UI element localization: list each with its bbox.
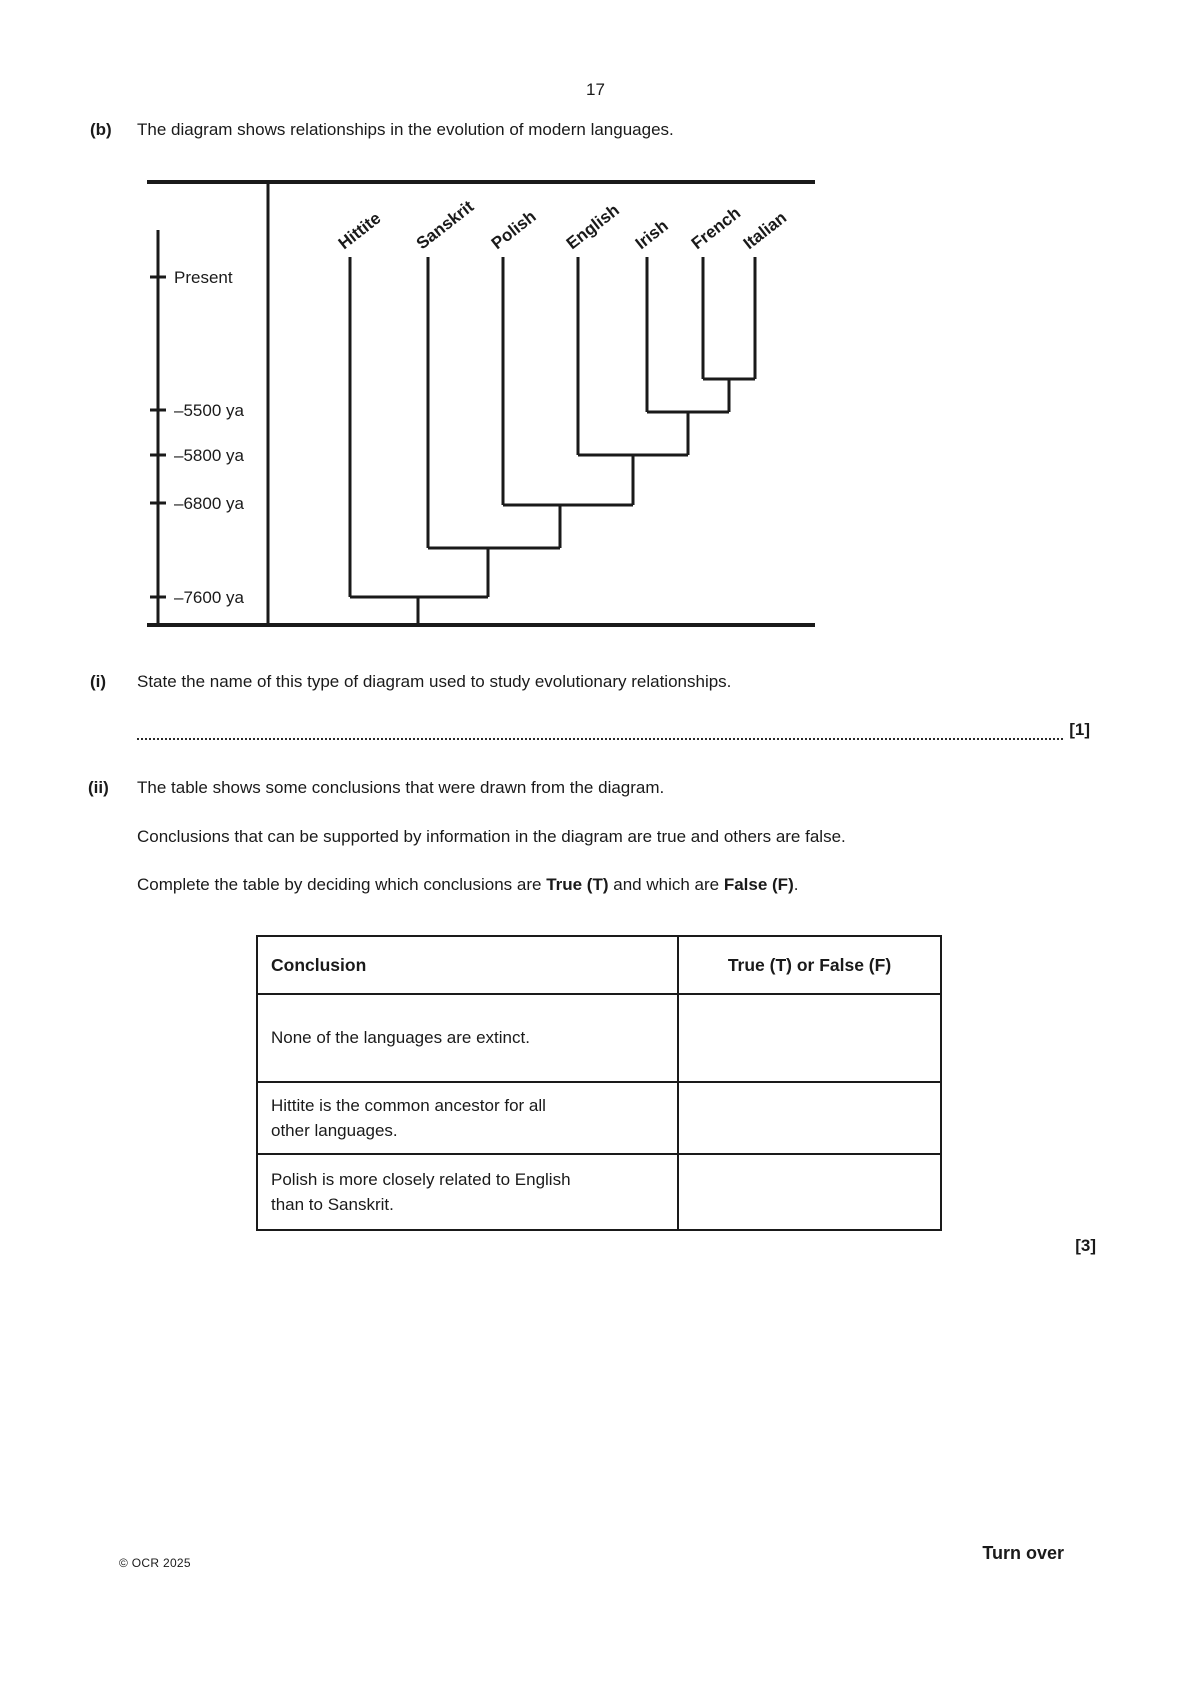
header-true-false: True (T) or False (F): [678, 936, 941, 994]
question-i-label: (i): [90, 672, 107, 691]
question-b-text: The diagram shows relationships in the evolution of modern languages.: [137, 120, 674, 139]
conclusion-table: [256, 935, 942, 1231]
time-label-present: Present: [174, 268, 233, 287]
answer-dotted-line[interactable]: [137, 718, 1063, 740]
time-label--5800-ya: –5800 ya: [174, 446, 244, 465]
question-ii-label: (ii): [88, 778, 109, 797]
conclusion-cell: [257, 994, 678, 1082]
line3-false-bold: False (F): [723, 875, 794, 894]
line3-true-bold: True (T): [546, 875, 609, 894]
conclusion-text: Hittite is the common ancestor for all: [271, 1095, 546, 1115]
answer-cell[interactable]: [678, 994, 941, 1082]
answer-row: [137, 718, 1090, 740]
line3-part: Complete the table by deciding which conclusions are: [137, 875, 547, 894]
table-row: [257, 1082, 941, 1154]
language-label-english: English: [562, 200, 623, 254]
question-b-label: (b): [90, 120, 112, 139]
question-ii-line1: The table shows some conclusions that were drawn from the diagram.: [137, 778, 665, 797]
conclusion-cell: [257, 1154, 678, 1230]
question-i-text: State the name of this type of diagram used to study evolutionary relationships.: [137, 672, 732, 691]
conclusion-text: Polish is more closely related to English: [271, 1169, 571, 1189]
turn-over-label: Turn over: [982, 1543, 1064, 1563]
question-ii-line3: [137, 875, 798, 895]
conclusion-text: than to Sanskrit.: [271, 1195, 394, 1214]
time-label--5500-ya: –5500 ya: [174, 401, 244, 420]
line3-part: and which are: [608, 875, 724, 894]
marks-3: [3]: [1075, 1236, 1096, 1255]
language-label-hittite: Hittite: [334, 208, 385, 254]
language-label-french: French: [687, 203, 745, 254]
answer-cell[interactable]: [678, 1154, 941, 1230]
evolution-tree-diagram: [130, 170, 830, 640]
language-label-sanskrit: Sanskrit: [412, 196, 478, 254]
table-header-row: [257, 936, 941, 994]
copyright-notice: © OCR 2025: [119, 1556, 191, 1570]
conclusion-text: None of the languages are extinct.: [271, 1028, 530, 1048]
time-label--6800-ya: –6800 ya: [174, 494, 244, 513]
time-label--7600-ya: –7600 ya: [174, 588, 244, 607]
page-number: 17: [586, 80, 605, 99]
language-label-irish: Irish: [631, 216, 672, 254]
conclusion-cell: [257, 1082, 678, 1154]
table-row: [257, 994, 941, 1082]
marks-1: [1]: [1069, 720, 1090, 739]
table-row: [257, 1154, 941, 1230]
line3-part: .: [793, 875, 799, 894]
language-label-polish: Polish: [487, 206, 540, 254]
header-conclusion: Conclusion: [257, 936, 678, 994]
answer-cell[interactable]: [678, 1082, 941, 1154]
conclusion-text: other languages.: [271, 1121, 398, 1140]
question-ii-line2: Conclusions that can be supported by information in the diagram are true and others are false.: [137, 827, 846, 846]
language-label-italian: Italian: [739, 207, 791, 254]
